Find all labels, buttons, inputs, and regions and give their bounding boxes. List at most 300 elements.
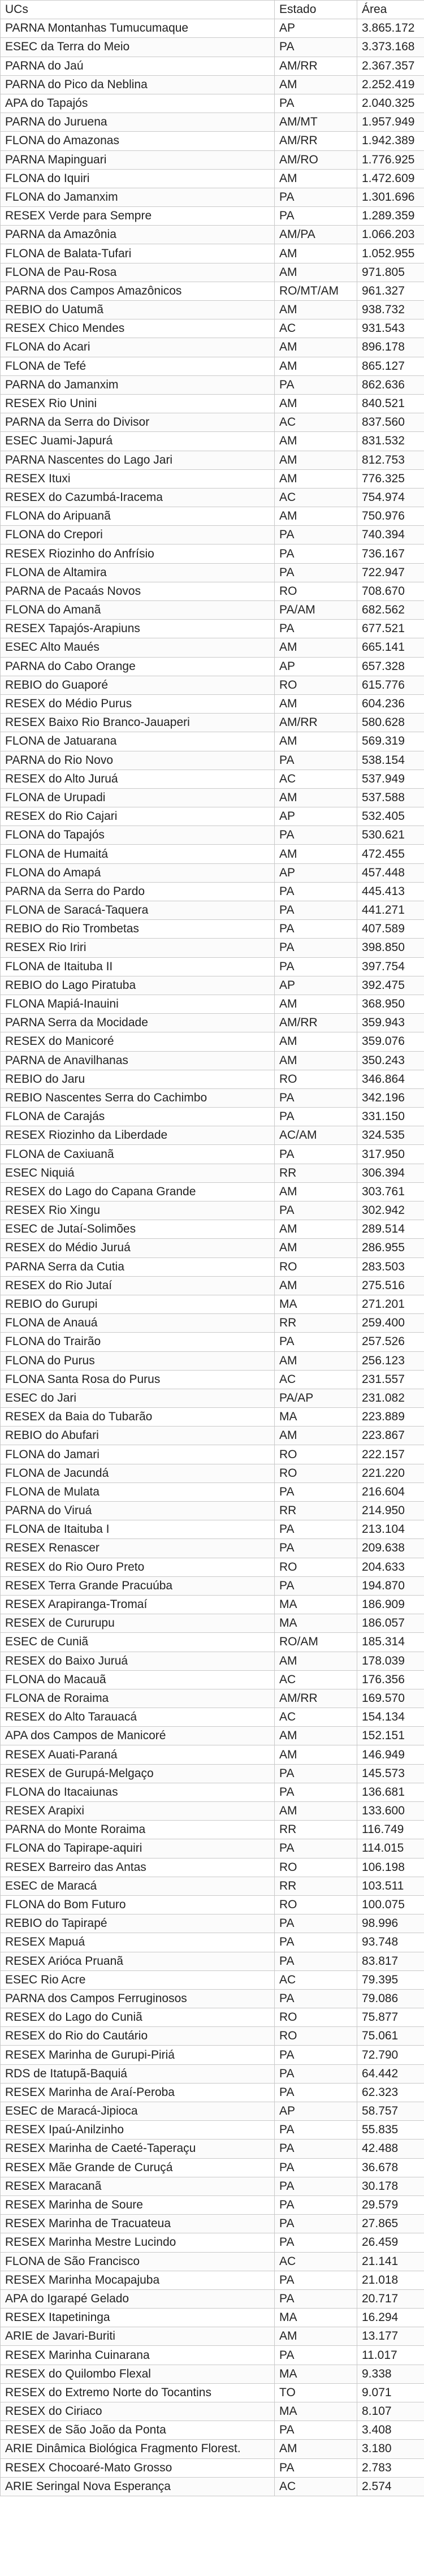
cell-area: 407.589	[357, 920, 424, 939]
table-row	[1, 301, 424, 319]
table-row	[1, 1708, 424, 1727]
table-row	[1, 957, 424, 976]
cell-area: 42.488	[357, 2140, 424, 2158]
cell-uc-name: FLONA do Bom Futuro	[1, 1895, 275, 1914]
cell-estado: RR	[275, 1877, 357, 1895]
cell-area: 55.835	[357, 2121, 424, 2140]
cell-uc-name: FLONA de Mulata	[1, 1483, 275, 1501]
cell-area: 275.516	[357, 1276, 424, 1295]
cell-estado: RO	[275, 2027, 357, 2046]
table-row	[1, 394, 424, 413]
cell-uc-name: FLONA do Iquiri	[1, 169, 275, 188]
cell-uc-name: ESEC Juami-Japurá	[1, 432, 275, 451]
table-row	[1, 544, 424, 563]
cell-area: 677.521	[357, 620, 424, 638]
table-row	[1, 207, 424, 226]
cell-area: 289.514	[357, 1220, 424, 1239]
cell-estado: AM	[275, 1276, 357, 1295]
cell-uc-name: RESEX Rio Xingu	[1, 1201, 275, 1220]
cell-uc-name: FLONA de Balata-Tufari	[1, 244, 275, 263]
cell-uc-name: RESEX do Alto Juruá	[1, 770, 275, 788]
table-row	[1, 1576, 424, 1595]
cell-estado: PA	[275, 1764, 357, 1783]
cell-uc-name: FLONA do Aripuanã	[1, 507, 275, 526]
cell-estado: AM	[275, 432, 357, 451]
cell-area: 146.949	[357, 1745, 424, 1764]
cell-area: 194.870	[357, 1576, 424, 1595]
cell-uc-name: RESEX Terra Grande Pracuúba	[1, 1576, 275, 1595]
cell-uc-name: ARIE Dinâmica Biológica Fragmento Florest.	[1, 2440, 275, 2458]
table-row	[1, 282, 424, 300]
cell-estado: AM	[275, 1051, 357, 1070]
cell-estado: AC	[275, 1970, 357, 1989]
cell-uc-name: PARNA do Juruena	[1, 113, 275, 132]
cell-uc-name: PARNA do Rio Novo	[1, 751, 275, 770]
cell-area: 13.177	[357, 2327, 424, 2346]
cell-estado: PA	[275, 207, 357, 226]
table-row	[1, 1745, 424, 1764]
cell-estado: AC	[275, 1370, 357, 1389]
cell-estado: AM	[275, 169, 357, 188]
cell-uc-name: PARNA do Jamanxim	[1, 375, 275, 394]
cell-uc-name: ESEC da Terra do Meio	[1, 38, 275, 57]
cell-estado: PA	[275, 2121, 357, 2140]
cell-uc-name: REBIO do Lago Piratuba	[1, 976, 275, 995]
cell-uc-name: PARNA de Pacaás Novos	[1, 582, 275, 600]
cell-estado: AM	[275, 507, 357, 526]
cell-area: 302.942	[357, 1201, 424, 1220]
cell-uc-name: RESEX Arióca Pruanã	[1, 1952, 275, 1970]
cell-estado: PA	[275, 1088, 357, 1107]
table-row	[1, 2046, 424, 2064]
table-row	[1, 807, 424, 826]
cell-estado: AC	[275, 770, 357, 788]
table-row	[1, 244, 424, 263]
cell-area: 221.220	[357, 1464, 424, 1483]
cell-estado: AM/PA	[275, 226, 357, 244]
cell-area: 2.367.357	[357, 57, 424, 75]
cell-estado: AM	[275, 1351, 357, 1370]
cell-estado: RO	[275, 2008, 357, 2027]
cell-area: 186.057	[357, 1614, 424, 1633]
table-row	[1, 1201, 424, 1220]
cell-area: 3.865.172	[357, 19, 424, 38]
cell-area: 93.748	[357, 1933, 424, 1952]
cell-uc-name: PARNA do Cabo Orange	[1, 657, 275, 676]
cell-estado: RO	[275, 1445, 357, 1464]
table-row	[1, 132, 424, 150]
table-row	[1, 2195, 424, 2214]
table-row	[1, 1858, 424, 1877]
table-row	[1, 1595, 424, 1614]
cell-uc-name: FLONA do Tapirape-aquiri	[1, 1839, 275, 1858]
cell-area: 11.017	[357, 2346, 424, 2365]
cell-estado: MA	[275, 2365, 357, 2383]
cell-estado: AM	[275, 244, 357, 263]
cell-estado: AM/RR	[275, 1689, 357, 1708]
table-row	[1, 75, 424, 94]
cell-estado: AC	[275, 1670, 357, 1689]
cell-uc-name: ESEC do Jari	[1, 1389, 275, 1407]
cell-estado: AM	[275, 1239, 357, 1257]
cell-uc-name: REBIO do Uatumã	[1, 301, 275, 319]
cell-uc-name: PARNA da Serra do Divisor	[1, 413, 275, 432]
cell-uc-name: FLONA de Itaituba II	[1, 957, 275, 976]
cell-area: 750.976	[357, 507, 424, 526]
table-row	[1, 732, 424, 751]
cell-area: 398.850	[357, 939, 424, 957]
cell-uc-name: RESEX Rio Iriri	[1, 939, 275, 957]
cell-uc-name: FLONA de Carajás	[1, 1108, 275, 1126]
cell-area: 831.532	[357, 432, 424, 451]
cell-estado: AM	[275, 1727, 357, 1745]
cell-estado: PA	[275, 939, 357, 957]
table-row	[1, 1502, 424, 1520]
cell-estado: PA	[275, 2215, 357, 2233]
cell-uc-name: RESEX Arapixi	[1, 1802, 275, 1821]
cell-estado: MA	[275, 2402, 357, 2421]
cell-uc-name: FLONA de Altamira	[1, 563, 275, 582]
table-row	[1, 169, 424, 188]
cell-area: 213.104	[357, 1520, 424, 1539]
cell-estado: RO	[275, 1858, 357, 1877]
table-row	[1, 2215, 424, 2233]
cell-uc-name: FLONA de Jacundá	[1, 1464, 275, 1483]
cell-uc-name: RESEX do Médio Juruá	[1, 1239, 275, 1257]
cell-area: 21.141	[357, 2252, 424, 2271]
cell-estado: AM	[275, 1032, 357, 1051]
cell-uc-name: PARNA Nascentes do Lago Jari	[1, 451, 275, 469]
table-row	[1, 1164, 424, 1182]
cell-uc-name: RESEX do Extremo Norte do Tocantins	[1, 2383, 275, 2402]
cell-estado: AM	[275, 1745, 357, 1764]
cell-uc-name: RESEX Chico Mendes	[1, 319, 275, 338]
cell-uc-name: PARNA de Anavilhanas	[1, 1051, 275, 1070]
cell-estado: AM	[275, 845, 357, 863]
cell-area: 209.638	[357, 1539, 424, 1558]
cell-area: 722.947	[357, 563, 424, 582]
cell-estado: AM/RR	[275, 132, 357, 150]
cell-uc-name: RESEX Mapuá	[1, 1933, 275, 1952]
cell-uc-name: RESEX de São João da Ponta	[1, 2421, 275, 2440]
cell-estado: PA	[275, 920, 357, 939]
table-row	[1, 882, 424, 901]
cell-estado: PA	[275, 620, 357, 638]
table-row	[1, 1652, 424, 1670]
cell-area: 2.574	[357, 2477, 424, 2496]
cell-estado: RR	[275, 1314, 357, 1333]
table-row	[1, 2083, 424, 2102]
cell-area: 79.395	[357, 1970, 424, 1989]
cell-estado: RO	[275, 1464, 357, 1483]
cell-area: 938.732	[357, 301, 424, 319]
cell-estado: AP	[275, 2102, 357, 2121]
table-row	[1, 1126, 424, 1145]
cell-uc-name: RESEX do Rio do Cautário	[1, 2027, 275, 2046]
cell-uc-name: FLONA de São Francisco	[1, 2252, 275, 2271]
cell-area: 72.790	[357, 2046, 424, 2064]
cell-uc-name: FLONA Santa Rosa do Purus	[1, 1370, 275, 1389]
cell-area: 306.394	[357, 1164, 424, 1182]
cell-area: 862.636	[357, 375, 424, 394]
cell-area: 216.604	[357, 1483, 424, 1501]
cell-area: 2.783	[357, 2458, 424, 2477]
cell-uc-name: RESEX Maracanã	[1, 2177, 275, 2195]
cell-uc-name: FLONA do Crepori	[1, 526, 275, 544]
cell-uc-name: FLONA de Tefé	[1, 357, 275, 375]
cell-estado: AM	[275, 1427, 357, 1445]
cell-uc-name: RESEX Riozinho do Anfrísio	[1, 544, 275, 563]
table-row	[1, 113, 424, 132]
cell-uc-name: RESEX da Baia do Tubarão	[1, 1408, 275, 1427]
table-row	[1, 751, 424, 770]
cell-area: 665.141	[357, 638, 424, 657]
cell-area: 3.408	[357, 2421, 424, 2440]
cell-area: 392.475	[357, 976, 424, 995]
table-row	[1, 2252, 424, 2271]
cell-uc-name: FLONA do Tapajós	[1, 826, 275, 845]
cell-area: 176.356	[357, 1670, 424, 1689]
cell-area: 865.127	[357, 357, 424, 375]
cell-area: 145.573	[357, 1764, 424, 1783]
cell-area: 178.039	[357, 1652, 424, 1670]
cell-uc-name: RESEX Itapetininga	[1, 2309, 275, 2327]
table-row	[1, 469, 424, 488]
cell-uc-name: RESEX do Lago do Cuniã	[1, 2008, 275, 2027]
cell-estado: PA	[275, 882, 357, 901]
cell-area: 259.400	[357, 1314, 424, 1333]
cell-uc-name: RESEX Marinha de Soure	[1, 2195, 275, 2214]
table-row	[1, 2346, 424, 2365]
table-body	[1, 19, 424, 2496]
cell-estado: RO/AM	[275, 1633, 357, 1652]
cell-estado: AM/MT	[275, 113, 357, 132]
cell-uc-name: ESEC de Maracá-Jipioca	[1, 2102, 275, 2121]
cell-uc-name: RESEX Riozinho da Liberdade	[1, 1126, 275, 1145]
table-row	[1, 38, 424, 57]
cell-uc-name: RESEX Auati-Paraná	[1, 1745, 275, 1764]
cell-estado: AM	[275, 2440, 357, 2458]
table-row	[1, 2102, 424, 2121]
cell-area: 36.678	[357, 2158, 424, 2177]
cell-uc-name: APA do Igarapé Gelado	[1, 2289, 275, 2308]
cell-area: 214.950	[357, 1502, 424, 1520]
cell-area: 26.459	[357, 2233, 424, 2252]
table-row	[1, 1032, 424, 1051]
table-row	[1, 845, 424, 863]
cell-uc-name: RESEX do Rio Ouro Preto	[1, 1558, 275, 1576]
cell-estado: PA	[275, 2177, 357, 2195]
table-row	[1, 1764, 424, 1783]
table-row	[1, 432, 424, 451]
table-row	[1, 507, 424, 526]
cell-area: 1.776.925	[357, 150, 424, 169]
cell-uc-name: FLONA do Amapá	[1, 863, 275, 882]
cell-uc-name: RESEX Barreiro das Antas	[1, 1858, 275, 1877]
cell-area: 9.338	[357, 2365, 424, 2383]
cell-estado: MA	[275, 1408, 357, 1427]
cell-area: 64.442	[357, 2064, 424, 2083]
table-row	[1, 826, 424, 845]
cell-area: 971.805	[357, 263, 424, 282]
cell-area: 75.877	[357, 2008, 424, 2027]
cell-uc-name: PARNA Serra da Mocidade	[1, 1014, 275, 1032]
cell-estado: AM/RR	[275, 1014, 357, 1032]
cell-area: 154.134	[357, 1708, 424, 1727]
cell-area: 657.328	[357, 657, 424, 676]
cell-estado: MA	[275, 1295, 357, 1313]
table-row	[1, 1783, 424, 1801]
cell-area: 286.955	[357, 1239, 424, 1257]
table-row	[1, 2327, 424, 2346]
cell-uc-name: PARNA do Jaú	[1, 57, 275, 75]
cell-uc-name: RESEX Marinha de Caeté-Taperaçu	[1, 2140, 275, 2158]
cell-estado: PA/AP	[275, 1389, 357, 1407]
cell-uc-name: RESEX Ipaú-Anilzinho	[1, 2121, 275, 2140]
cell-area: 114.015	[357, 1839, 424, 1858]
cell-estado: PA	[275, 1783, 357, 1801]
cell-area: 537.588	[357, 788, 424, 807]
table-row	[1, 1727, 424, 1745]
cell-uc-name: PARNA Serra da Cutia	[1, 1257, 275, 1276]
table-row	[1, 319, 424, 338]
cell-estado: AM/RO	[275, 150, 357, 169]
table-row	[1, 657, 424, 676]
table-row	[1, 1239, 424, 1257]
cell-area: 2.252.419	[357, 75, 424, 94]
table-row	[1, 413, 424, 432]
table-row	[1, 1295, 424, 1313]
cell-estado: AM	[275, 469, 357, 488]
cell-area: 441.271	[357, 901, 424, 920]
cell-area: 532.405	[357, 807, 424, 826]
cell-uc-name: PARNA da Amazônia	[1, 226, 275, 244]
cell-uc-name: RESEX do Manicoré	[1, 1032, 275, 1051]
table-row	[1, 451, 424, 469]
table-row	[1, 2477, 424, 2496]
cell-estado: AC/AM	[275, 1126, 357, 1145]
cell-estado: AM	[275, 1802, 357, 1821]
cell-estado: PA	[275, 1933, 357, 1952]
cell-area: 682.562	[357, 601, 424, 620]
table-row	[1, 1914, 424, 1933]
table-row	[1, 1464, 424, 1483]
cell-area: 708.670	[357, 582, 424, 600]
cell-uc-name: FLONA do Jamari	[1, 1445, 275, 1464]
table-row	[1, 1070, 424, 1088]
cell-estado: PA	[275, 1520, 357, 1539]
cell-estado: PA	[275, 375, 357, 394]
cell-estado: PA	[275, 1989, 357, 2008]
cell-estado: PA	[275, 94, 357, 113]
cell-estado: AM	[275, 732, 357, 751]
table-row	[1, 1108, 424, 1126]
table-row	[1, 995, 424, 1013]
cell-estado: PA	[275, 2083, 357, 2102]
cell-estado: PA	[275, 2346, 357, 2365]
cell-estado: AM	[275, 338, 357, 357]
cell-uc-name: ESEC Alto Maués	[1, 638, 275, 657]
cell-uc-name: RESEX do Cazumbá-Iracema	[1, 488, 275, 507]
table-row	[1, 976, 424, 995]
cell-estado: RO	[275, 1257, 357, 1276]
cell-area: 223.889	[357, 1408, 424, 1427]
cell-uc-name: FLONA de Urupadi	[1, 788, 275, 807]
cell-estado: PA	[275, 1539, 357, 1558]
cell-area: 186.909	[357, 1595, 424, 1614]
cell-uc-name: REBIO do Tapirapé	[1, 1914, 275, 1933]
table-row	[1, 1051, 424, 1070]
cell-area: 324.535	[357, 1126, 424, 1145]
table-row	[1, 714, 424, 732]
cell-area: 837.560	[357, 413, 424, 432]
cell-estado: AM	[275, 357, 357, 375]
cell-area: 359.943	[357, 1014, 424, 1032]
cell-area: 16.294	[357, 2309, 424, 2327]
cell-estado: AC	[275, 488, 357, 507]
cell-estado: PA	[275, 957, 357, 976]
table-row	[1, 1276, 424, 1295]
table-row	[1, 1895, 424, 1914]
cell-uc-name: PARNA dos Campos Ferruginosos	[1, 1989, 275, 2008]
cell-uc-name: RESEX Marinha de Gurupi-Piriá	[1, 2046, 275, 2064]
cell-area: 346.864	[357, 1070, 424, 1088]
table-row	[1, 1370, 424, 1389]
table-row	[1, 1520, 424, 1539]
table-row	[1, 2027, 424, 2046]
table-row	[1, 920, 424, 939]
cell-estado: PA	[275, 1576, 357, 1595]
table-row	[1, 901, 424, 920]
table-row	[1, 1877, 424, 1895]
table-row	[1, 1145, 424, 1164]
cell-area: 152.151	[357, 1727, 424, 1745]
cell-estado: PA	[275, 2158, 357, 2177]
cell-uc-name: PARNA do Monte Roraima	[1, 1821, 275, 1839]
cell-estado: PA	[275, 1483, 357, 1501]
table-row	[1, 1408, 424, 1427]
cell-area: 2.040.325	[357, 94, 424, 113]
cell-area: 3.373.168	[357, 38, 424, 57]
cell-uc-name: RESEX Mãe Grande de Curuçá	[1, 2158, 275, 2177]
cell-estado: AM	[275, 451, 357, 469]
cell-uc-name: RESEX Marinha Cuinarana	[1, 2346, 275, 2365]
cell-estado: PA	[275, 2046, 357, 2064]
cell-uc-name: ESEC de Maracá	[1, 1877, 275, 1895]
table-row	[1, 676, 424, 694]
table-row	[1, 1821, 424, 1839]
cell-estado: PA	[275, 2195, 357, 2214]
cell-estado: AM	[275, 638, 357, 657]
cell-estado: PA	[275, 1108, 357, 1126]
cell-area: 580.628	[357, 714, 424, 732]
cell-uc-name: RESEX do Lago do Capana Grande	[1, 1182, 275, 1201]
cell-area: 342.196	[357, 1088, 424, 1107]
cell-estado: TO	[275, 2383, 357, 2402]
table-row	[1, 863, 424, 882]
cell-uc-name: RESEX Chocoaré-Mato Grosso	[1, 2458, 275, 2477]
table-row	[1, 2309, 424, 2327]
cell-estado: AC	[275, 2477, 357, 2496]
cell-uc-name: REBIO do Abufari	[1, 1427, 275, 1445]
table-row	[1, 1351, 424, 1370]
cell-area: 58.757	[357, 2102, 424, 2121]
table-row	[1, 263, 424, 282]
table-row	[1, 150, 424, 169]
cell-estado: AM	[275, 788, 357, 807]
cell-uc-name: RESEX Rio Unini	[1, 394, 275, 413]
cell-area: 604.236	[357, 694, 424, 713]
